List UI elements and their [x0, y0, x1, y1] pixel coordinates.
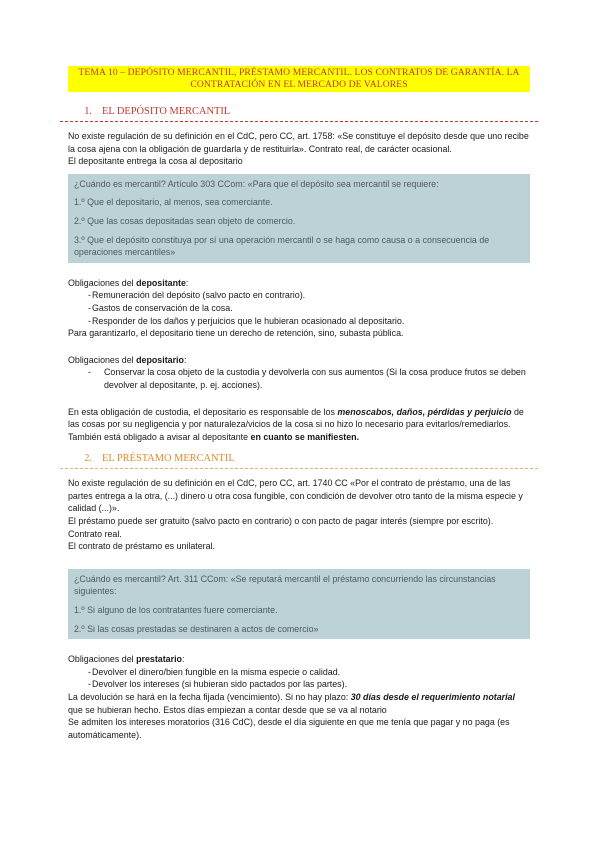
section-2-intro: No existe regulación de su definición en el CdC, pero CC, art. 1740 CC «Por el contrato de préstamo, una de las partes entrega a la otra, (...) dinero u otra cosa fungible, con condición de devolver otro tanto de la misma especie y calidad (...)». [68, 478, 523, 514]
document-title: TEMA 10 – DEPÓSITO MERCANTIL, PRÉSTAMO MERCANTIL. LOS CONTRATOS DE GARANTÍA. LA CONTRATACIÓN EN EL MERCADO DE VALORES [68, 66, 530, 92]
depositario-obligations-heading [68, 354, 530, 367]
section-1-intro2: El depositante entrega la cosa al depositario [68, 156, 243, 167]
custodia-paragraph [68, 406, 530, 431]
emphasis-run: menoscabos, daños, pérdidas y perjuicio [337, 406, 512, 417]
text-run: que se hubieran hecho. Estos días empiezan a contar desde que se va al notario [68, 704, 387, 715]
gratuito-text: El préstamo puede ser gratuito (salvo pacto en contrario) o con pacto de pagar interés (siempre por escrito). [68, 516, 494, 527]
list-item: - Conservar la cosa objeto de la custodia y devolverla con sus aumentos (Si la cosa produce frutos se deben devolver al depositante, p. ej. acciones). [68, 366, 530, 391]
heading-bold: depositante [136, 277, 186, 288]
moratorios-paragraph: Se admiten los intereses moratorios (316 CdC), desde el día siguiente en que me tenía que pagar y no paga (es automáticamente). [68, 717, 510, 740]
section-1-title: EL DEPÓSITO MERCANTIL [102, 106, 231, 117]
heading-suffix: : [183, 354, 187, 365]
callout-line: 1.º Que el depositario, al menos, sea comerciante. [74, 197, 273, 208]
heading-suffix: : [185, 277, 189, 288]
heading-bold: prestatario [136, 654, 182, 665]
avisar-paragraph [68, 431, 530, 444]
unilateral-text: El contrato de préstamo es unilateral. [68, 541, 216, 552]
contrato-real-text: Contrato real. [68, 528, 122, 539]
callout-line: 2.º Si las cosas prestadas se destinaren a actos de comercio» [74, 623, 319, 634]
list-item: - Remuneración del depósito (salvo pacto en contrario). [68, 289, 530, 302]
heading-bold: depositario [136, 354, 184, 365]
section-1-divider [60, 121, 538, 122]
section-2-title: EL PRÉSTAMO MERCANTIL [102, 453, 235, 465]
prestamo-mercantil-callout [68, 569, 530, 639]
list-item: - Devolver el dinero/bien fungible en la misma especie o calidad. [68, 666, 530, 679]
retencion-text: Para garantizarlo, el depositario tiene un derecho de retención, sino, subasta pública. [68, 328, 404, 339]
heading-prefix: Obligaciones del [68, 654, 137, 665]
heading-prefix: Obligaciones del [68, 277, 137, 288]
document-page [68, 66, 530, 741]
callout-line: ¿Cuándo es mercantil? Art. 311 CCom: «Se reputará mercantil el préstamo concurriendo las circunstancias siguientes: [74, 573, 496, 597]
heading-suffix: : [181, 654, 185, 665]
text-run: También está obligado a avisar al depositante [68, 431, 251, 442]
prestatario-obligations-list [68, 666, 530, 691]
section-1-intro: No existe regulación de su definición en el CdC, pero CC, art. 1758: «Se constituye el depósito desde que uno recibe la cosa ajena con la obligación de guardarla y de restituirla». Contrato real, de carácter ocasional. [68, 131, 529, 154]
text-run: de las cosas por su negligencia y por naturaleza/vicios de la cosa si no hizo lo necesario para evitarlos/remediarlos. [68, 406, 524, 430]
heading-prefix: Obligaciones del [68, 354, 137, 365]
depositario-obligations-list [68, 366, 530, 391]
section-2-number: 2. [84, 453, 92, 465]
callout-line: 3.º Que el depósito constituya por sí una operación mercantil o se haga como causa o a consecuencia de operaciones mercantiles» [74, 234, 490, 258]
devolucion-paragraph [68, 691, 530, 716]
bold-run: en cuanto se manifiesten. [250, 431, 360, 442]
list-item: - Gastos de conservación de la cosa. [68, 302, 530, 315]
callout-line: 2.º Que las cosas depositadas sean objeto de comercio. [74, 215, 296, 226]
deposito-mercantil-callout [68, 174, 530, 263]
list-item: - Responder de los daños y perjuicios que le hubieran ocasionado al depositario. [68, 315, 530, 328]
callout-line: 1.º Si alguno de los contratantes fuere comerciante. [74, 605, 278, 616]
prestatario-obligations-heading [68, 653, 530, 666]
section-2-heading [68, 453, 530, 464]
depositante-obligations-list [68, 289, 530, 327]
text-run: En esta obligación de custodia, el depositario es responsable de los [68, 406, 338, 417]
list-item: - Devolver los intereses (si hubieran sido pactados por las partes). [68, 678, 530, 691]
section-1-heading [68, 106, 530, 117]
section-2-divider [60, 468, 538, 469]
callout-line: ¿Cuándo es mercantil? Artículo 303 CCom: «Para que el depósito sea mercantil se requiere: [74, 178, 439, 189]
emphasis-run: 30 días desde el requerimiento notarial [350, 692, 515, 702]
text-run: La devolución se hará en la fecha fijada (vencimiento). Si no hay plazo: [68, 692, 351, 702]
section-1-number: 1. [84, 106, 92, 117]
depositante-obligations-heading [68, 277, 530, 290]
